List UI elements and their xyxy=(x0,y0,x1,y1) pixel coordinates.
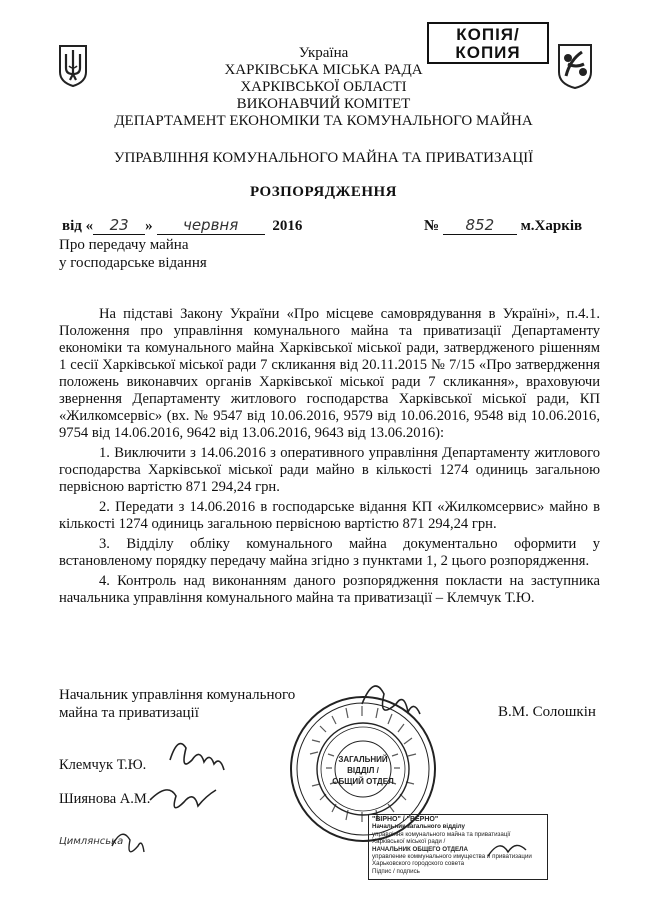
document-number: 852 xyxy=(443,216,517,235)
rect-stamp-line3: управління комунального майна та приватизації xyxy=(372,830,511,838)
date-month: червня xyxy=(157,216,265,235)
copy-stamp-line2: КОПИЯ xyxy=(455,43,521,62)
item-4-paragraph: 4. Контроль над виконанням даного розпорядження покласти на заступника начальника управління комунального майна та приватизації – Клемчук Т.Ю. xyxy=(59,573,600,606)
rect-stamp-line1: "ВІРНО" / "ВЕРНО" xyxy=(372,816,439,823)
city-name: м.Харків xyxy=(520,218,583,234)
date-mid: » xyxy=(145,218,153,234)
region-name: ХАРКІВСЬКОЇ ОБЛАСТІ xyxy=(240,79,407,95)
stamp-center-line3: ОБЩИЙ ОТДЕЛ xyxy=(332,777,394,786)
date-year: 2016 xyxy=(272,218,303,234)
department-name: ДЕПАРТАМЕНТ ЕКОНОМІКИ ТА КОМУНАЛЬНОГО МАЙНА xyxy=(114,113,533,129)
signer-title-line1: Начальник управління комунального xyxy=(59,687,296,703)
approver-3: Цимлянська xyxy=(59,836,124,847)
approver-2: Шиянова А.М. xyxy=(59,791,151,807)
date-prefix: від « xyxy=(62,218,94,234)
rect-stamp-line5: НАЧАЛЬНИК ОБЩЕГО ОТДЕЛА xyxy=(372,845,468,853)
rect-stamp-line2: Начальник загального відділу xyxy=(372,823,465,831)
approver-1: Клемчук Т.Ю. xyxy=(59,757,147,773)
date-day: 23 xyxy=(93,216,145,235)
division-name: УПРАВЛІННЯ КОМУНАЛЬНОГО МАЙНА ТА ПРИВАТИЗАЦІЇ xyxy=(113,150,534,166)
country-name: Україна xyxy=(298,45,349,61)
rect-stamp-line8: Підпис / подпись xyxy=(372,867,420,875)
committee-name: ВИКОНАВЧИЙ КОМІТЕТ xyxy=(236,96,411,112)
stamp-center-line2: ВІДДІЛ / xyxy=(347,766,379,775)
number-label: № xyxy=(424,218,440,234)
stamp-center-line1: ЗАГАЛЬНИЙ xyxy=(338,755,388,764)
rect-stamp-line4: Харківської міської ради / xyxy=(372,838,446,846)
subject-line1: Про передачу майна xyxy=(59,237,189,253)
signer-name: В.М. Солошкін xyxy=(498,704,596,720)
preamble-paragraph: На підставі Закону України «Про місцеве самоврядування в Україні», п.4.1. Положення про управління комунального майна та приватизації Департаменту економіки та комунального майна Харківської міської ради, затвердженого рішенням 1 сесії Харківської міської ради 7 скликання від 20.11.2015 № 7/15 «Про затвердження положень виконавчих органів Харківської міської ради 7 скликання», враховуючи звернення Департаменту житлового господарства Харківської міської ради, КП «Жилкомсервіс» (вх. № 9547 від 10.06.2016, 9579 від 10.06.2016, 9548 від 10.06.2016, 9754 від 14.06.2016, 9642 від 13.06.2016, 9643 від 13.06.2016): xyxy=(59,306,600,441)
item-1-paragraph: 1. Виключити з 14.06.2016 з оперативного управління Департаменту житлового господарства Харківської міської ради майно в кількості 1274 одиниць загальною первісною вартістю 871 294,24 грн. xyxy=(59,445,600,495)
signer-title-line2: майна та приватизації xyxy=(59,705,199,721)
document-type: РОЗПОРЯДЖЕННЯ xyxy=(249,184,398,200)
council-name: ХАРКІВСЬКА МІСЬКА РАДА xyxy=(224,62,423,78)
item-2-paragraph: 2. Передати з 14.06.2016 в господарське відання КП «Жилкомсервис» майно в кількості 1274 одиниць загальною первісною вартістю 871 294,24 грн. xyxy=(59,499,600,532)
rect-stamp-line7: Харьковского городского совета xyxy=(372,860,465,868)
rect-certification-stamp xyxy=(368,814,548,880)
subject-line2: у господарське відання xyxy=(59,255,207,271)
item-3-paragraph: 3. Відділу обліку комунального майна документально оформити у встановленому порядку передачу майна згідно з пунктами 1, 2 цього розпорядження. xyxy=(59,536,600,569)
rect-stamp-line6: управление коммунального имущества и приватизации xyxy=(372,853,532,861)
copy-stamp-line1: КОПІЯ/ xyxy=(456,25,520,44)
